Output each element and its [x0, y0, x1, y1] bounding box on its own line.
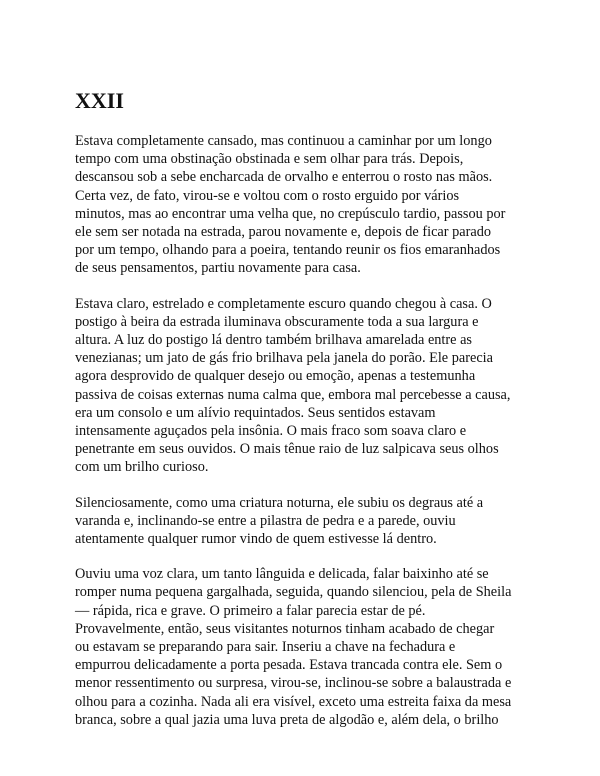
paragraph-3: Silenciosamente, como uma criatura noturna, ele subiu os degraus até a varanda e, inclinando-se entre a pilastra de pedra e a parede, ouviu atentamente qualquer rumor vindo de quem estivesse lá dentro. [75, 494, 484, 548]
document-page [75, 88, 530, 746]
chapter-title: XXII [75, 88, 124, 113]
paragraph-4: Ouviu uma voz clara, um tanto lânguida e delicada, falar baixinho até se romper numa pequena gargalhada, seguida, quando silenciou, pela de Sheila — rápida, rica e grave. O primeiro a falar parecia estar de pé. Provavelmente, então, seus visitantes noturnos tinham acabado de chegar ou estavam se preparando para sair. Inseriu a chave na fechadura e empurrou delicadamente a porta pesada. Estava trancada contra ele. Sem o menor ressentimento ou surpresa, virou-se, inclinou-se sobre a balaustrada e olhou para a cozinha. Nada ali era visível, exceto uma estreita faixa da mesa branca, sobre a qual jazia uma luva preta de algodão e, além dela, o brilho [75, 566, 512, 728]
paragraph-2: Estava claro, estrelado e completamente escuro quando chegou à casa. O postigo à beira da estrada iluminava obscuramente toda a sua largura e altura. A luz do postigo lá dentro também brilhava amarelada entre as venezianas; um jato de gás frio brilhava pela janela do porão. Ele parecia agora desprovido de qualquer desejo ou emoção, apenas a testemunha passiva de coisas externas numa calma que, embora mal percebesse a causa, era um consolo e um alívio requintados. Seus sentidos estavam intensamente aguçados pela insônia. O mais fraco som soava claro e penetrante em seus ouvidos. O mais tênue raio de luz salpicava seus olhos com um brilho curioso. [75, 295, 511, 476]
paragraph-1: Estava completamente cansado, mas continuou a caminhar por um longo tempo com uma obstinação obstinada e sem olhar para trás. Depois, descansou sob a sebe encharcada de orvalho e enterrou o rosto nas mãos. Certa vez, de fato, virou-se e voltou com o rosto erguido por vários minutos, mas ao encontrar uma velha que, no crepúsculo tardio, passou por ele sem ser notada na estrada, parou novamente e, depois de ficar parado por um tempo, olhando para a poeira, tentando reunir os fios emaranhados de seus pensamentos, partiu novamente para casa. [75, 133, 506, 277]
